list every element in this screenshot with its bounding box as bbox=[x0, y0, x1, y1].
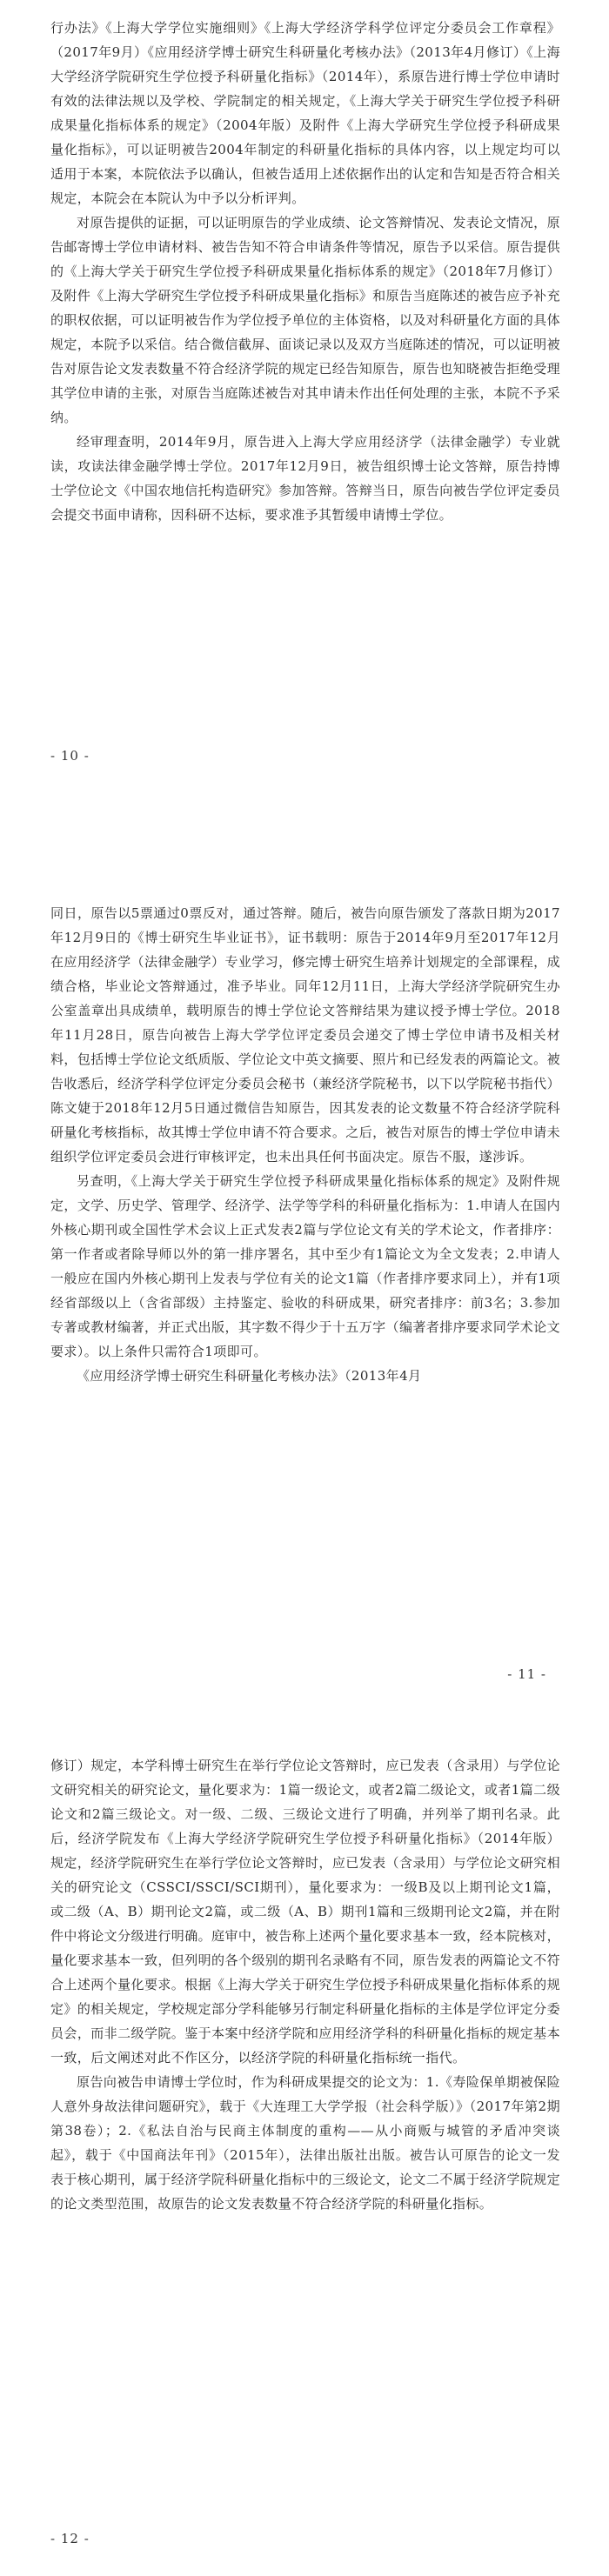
page-number: - 11 - bbox=[507, 1666, 546, 1682]
page-number: - 10 - bbox=[50, 748, 90, 764]
paragraph: 经审理查明，2014年9月，原告进入上海大学应用经济学（法律金融学）专业就读，攻读法律金融学博士学位。2017年12月9日，被告组织博士论文答辩，原告持博士学位论文《中国农地信托构造研究》参加答辩。答辩当日，原告向被告学位评定委员会提交书面申请称，因科研不达标，要求准予其暂缓申请博士学位。 bbox=[50, 434, 560, 523]
paragraph: 修订）规定，本学科博士研究生在举行学位论文答辩时，应已发表（含录用）与学位论文研究相关的研究论文，量化要求为：1篇一级论文，或者2篇二级论文，或者1篇二级论文和2篇三级论文。对一级、二级、三级论文进行了明确，并列举了期刊名录。此后，经济学院发布《上海大学经济学院研究生学位授予科研量化指标》（2014年版）规定，经济学院研究生在举行学位论文答辩时，应已发表（含录用）与学位论文研究相关的研究论文（CSSCI/SSCI/SCI期刊），量化要求为：一级B及以上期刊论文1篇，或二级（A、B）期刊论文2篇，或二级（A、B）期刊1篇和三级期刊论文2篇，并在附件中将论文分级进行明确。庭审中，被告称上述两个量化要求基本一致，经本院核对，量化要求基本一致，但列明的各个级别的期刊名录略有不同，原告发表的两篇论文不符合上述两个量化要求。根据《上海大学关于研究生学位授予科研成果量化指标体系的规定》的相关规定，学校规定部分学科能够另行制定科研量化指标的主体是学位评定分委员会，而非二级学院。鉴于本案中经济学院和应用经济学科的科研量化指标的规定基本一致，后文阐述对此不作区分，以经济学院的科研量化指标统一指代。 bbox=[50, 1758, 560, 2065]
page-12-body bbox=[0, 1753, 609, 2216]
paragraph: 对原告提供的证据，可以证明原告的学业成绩、论文答辩情况、发表论文情况，原告邮寄博士学位申请材料、被告告知不符合申请条件等情况，原告予以采信。原告提供的《上海大学关于研究生学位授予科研成果量化指标体系的规定》（2018年7月修订）及附件《上海大学研究生学位授予科研成果量化指标》和原告当庭陈述的被告应予补充的职权依据，可以证明被告作为学位授予单位的主体资格，以及对科研量化方面的具体规定，本院予以采信。结合微信截屏、面谈记录以及双方当庭陈述的情况，可以证明被告对原告论文发表数量不符合经济学院的规定已经告知原告，原告也知晓被告拒绝受理其学位申请的主张，对原告当庭陈述被告对其申请未作出任何处理的主张，本院不予采纳。 bbox=[50, 215, 560, 425]
paragraph: 行办法》《上海大学学位实施细则》《上海大学经济学科学位评定分委员会工作章程》（2017年9月）《应用经济学博士研究生科研量化考核办法》（2013年4月修订）《上海大学经济学院研究生学位授予科研量化指标》（2014年），系原告进行博士学位申请时有效的法律法规以及学校、学院制定的相关规定，《上海大学关于研究生学位授予科研成果量化指标体系的规定》（2004年版）及附件《上海大学研究生学位授予科研成果量化指标》，可以证明被告2004年制定的科研量化指标的具体内容，以上规定均可以适用于本案，本院依法予以确认，但被告适用上述依据作出的认定和告知是否符合相关规定，本院会在本院认为中予以分析评判。 bbox=[50, 20, 560, 206]
page-11-body bbox=[0, 901, 609, 1388]
paragraph: 《应用经济学博士研究生科研量化考核办法》（2013年4月 bbox=[77, 1368, 422, 1384]
paragraph: 另查明，《上海大学关于研究生学位授予科研成果量化指标体系的规定》及附件规定，文学、历史学、管理学、经济学、法学等学科的科研量化指标为：1.申请人在国内外核心期刊或全国性学术会议上正式发表2篇与学位论文有关的学术论文，作者排序：第一作者或者除导师以外的第一排序署名，其中至少有1篇论文为全文发表；2.申请人一般应在国内外核心期刊上发表与学位有关的论文1篇（作者排序要求同上），并有1项经省部级以上（含省部级）主持鉴定、验收的科研成果，研究者排序：前3名；3.参加专著或教材编著，并正式出版，其字数不得少于十五万字（编著者排序要求同学术论文要求）。以上条件只需符合1项即可。 bbox=[50, 1173, 560, 1359]
paragraph: 同日，原告以5票通过0票反对，通过答辩。随后，被告向原告颁发了落款日期为2017年12月9日的《博士研究生毕业证书》，证书载明：原告于2014年9月至2017年12月在应用经济学（法律金融学）专业学习，修完博士研究生培养计划规定的全部课程，成绩合格，毕业论文答辩通过，准予毕业。同年12月11日，上海大学经济学院研究生办公室盖章出具成绩单，载明原告的博士学位论文答辩结果为建议授予博士学位。2018年11月28日，原告向被告上海大学学位评定委员会递交了博士学位申请书及相关材料，包括博士学位论文纸质版、学位论文中英文摘要、照片和已经发表的两篇论文。被告收悉后，经济学科学位评定分委员会秘书（兼经济学院秘书，以下以学院秘书指代）陈文婕于2018年12月5日通过微信告知原告，因其发表的论文数量不符合经济学院科研量化考核指标，故其博士学位申请不符合要求。之后，被告对原告的博士学位申请未组织学位评定委员会进行审核评定，也未出具任何书面决定。原告不服，遂涉诉。 bbox=[50, 905, 560, 1165]
page-10-body bbox=[0, 16, 609, 527]
page-number: - 12 - bbox=[50, 2531, 90, 2546]
paragraph: 原告向被告申请博士学位时，作为科研成果提交的论文为：1.《寿险保单期被保险人意外身故法律问题研究》，载于《大连理工大学学报（社会科学版）》（2017年第2期第38卷）；2.《私法自治与民商主体制度的重构——从小商贩与城管的矛盾冲突谈起》，载于《中国商法年刊》（2015年），法律出版社出版。被告认可原告的论文一发表于核心期刊，属于经济学院科研量化指标中的三级论文，论文二不属于经济学院规定的论文类型范围，故原告的论文发表数量不符合经济学院的科研量化指标。 bbox=[50, 2074, 560, 2212]
